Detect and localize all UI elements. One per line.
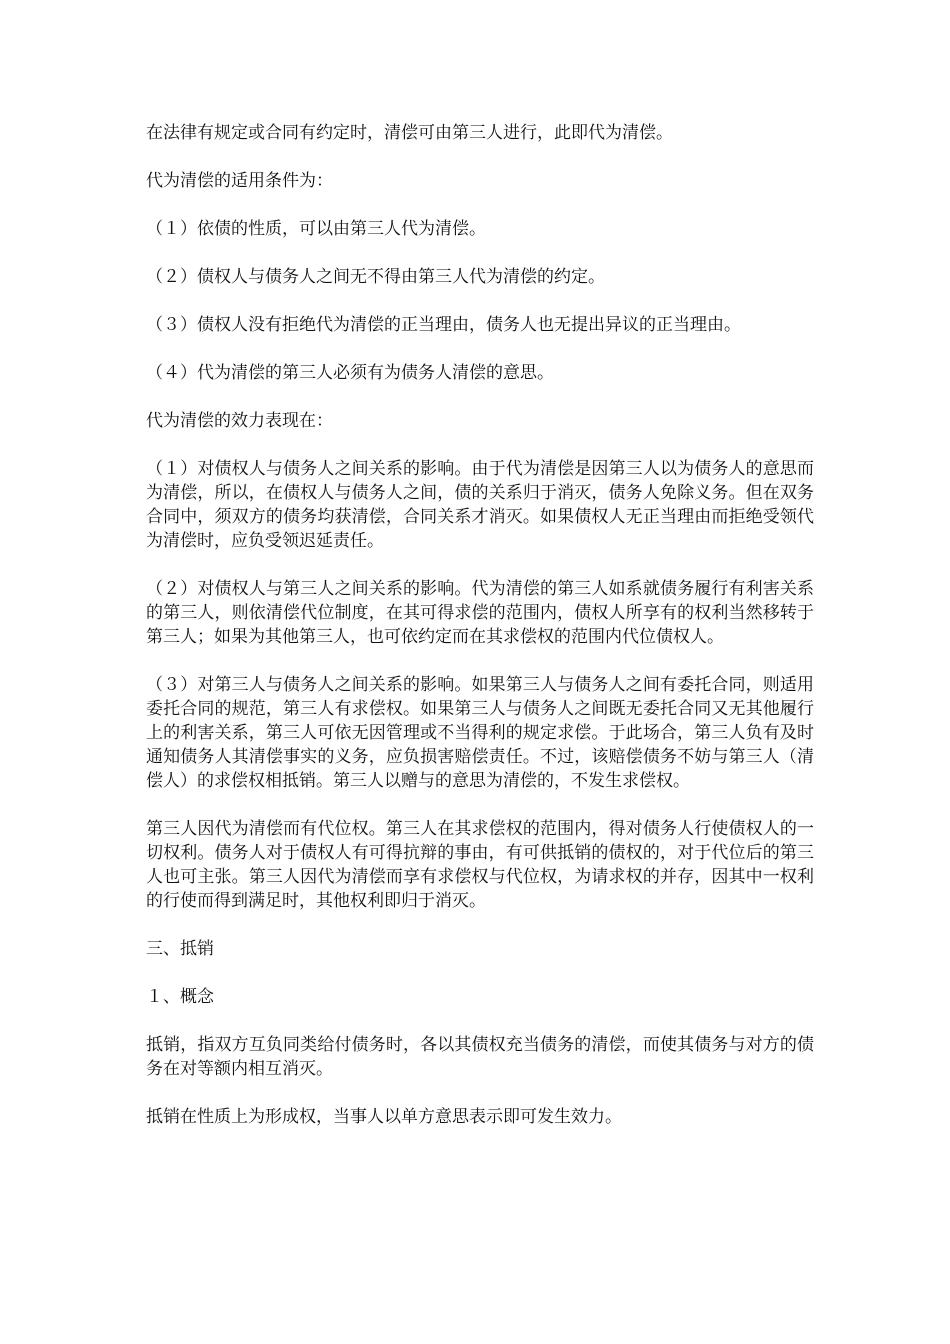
paragraph-condition-4: （４）代为清偿的第三人必须有为债务人清偿的意思。 (146, 363, 554, 383)
paragraph-conditions-heading: 代为清偿的适用条件为： (146, 171, 333, 191)
paragraph-condition-1: （１）依债的性质，可以由第三人代为清偿。 (146, 219, 486, 239)
subsection-heading-concept: １、概念 (146, 987, 214, 1007)
paragraph-condition-3: （３）债权人没有拒绝代为清偿的正当理由，债务人也无提出异议的正当理由。 (146, 315, 741, 335)
paragraph-effect-1: （１）对债权人与债务人之间关系的影响。由于代为清偿是因第三人以为债务人的意思而为清偿，所以，在债权人与债务人之间，债的关系归于消灭，债务人免除义务。但在双务合同中，须双方的债务均获清偿，合同关系才消灭。如果债权人无正当理由而拒绝受领代为清偿时，应负受领迟延责任。 (146, 459, 814, 551)
paragraph-setoff-nature: 抵销在性质上为形成权，当事人以单方意思表示即可发生效力。 (146, 1107, 622, 1127)
paragraph-subrogation: 第三人因代为清偿而有代位权。第三人在其求偿权的范围内，得对债务人行使债权人的一切权利。债务人对于债权人有可得抗辩的事由，有可供抵销的债权的，对于代位后的第三人也可主张。第三人因代为清偿而享有求偿权与代位权，为请求权的并存，因其中一权利的行使而得到满足时，其他权利即归于消灭。 (146, 819, 814, 911)
section-heading-setoff: 三、抵销 (146, 939, 214, 959)
document-body (146, 121, 814, 1153)
paragraph-setoff-definition: 抵销，指双方互负同类给付债务时，各以其债权充当债务的清偿，而使其债务与对方的债务在对等额内相互消灭。 (146, 1035, 814, 1079)
paragraph-effect-2: （２）对债权人与第三人之间关系的影响。代为清偿的第三人如系就债务履行有利害关系的第三人，则依清偿代位制度，在其可得求偿的范围内，债权人所享有的权利当然移转于第三人；如果为其他第三人，也可依约定而在其求偿权的范围内代位债权人。 (146, 579, 814, 647)
paragraph-effect-3: （３）对第三人与债务人之间关系的影响。如果第三人与债务人之间有委托合同，则适用委托合同的规范，第三人有求偿权。如果第三人与债务人之间既无委托合同又无其他履行上的利害关系，第三人可依无因管理或不当得利的规定求偿。于此场合，第三人负有及时通知债务人其清偿事实的义务，应负损害赔偿责任。不过，该赔偿债务不妨与第三人（清偿人）的求偿权相抵销。第三人以赠与的意思为清偿的，不发生求偿权。 (146, 675, 814, 791)
paragraph-condition-2: （２）债权人与债务人之间无不得由第三人代为清偿的约定。 (146, 267, 605, 287)
paragraph-effects-heading: 代为清偿的效力表现在： (146, 411, 333, 431)
paragraph-intro: 在法律有规定或合同有约定时，清偿可由第三人进行，此即代为清偿。 (146, 123, 673, 143)
